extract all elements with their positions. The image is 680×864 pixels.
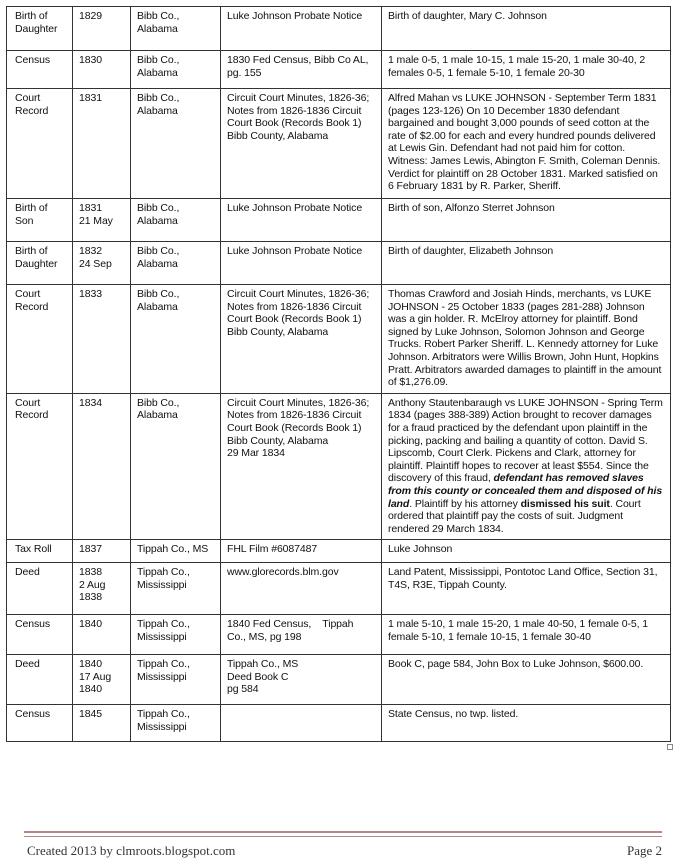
details-cell: 1 male 0-5, 1 male 10-15, 1 male 15-20, 1 male 30-40, 2 females 0-5, 1 female 5-10, 1 female 20-30 xyxy=(382,51,671,89)
details-cell: Alfred Mahan vs LUKE JOHNSON - September Term 1831 (pages 123-126) On 10 December 1830 defendant bargained and bought 3,000 pounds of seed cotton at the rate of $2.00 for each and every hundred pounds delivered at Lewis Gin. Defendant had not paid him for cotton. Witness: James Lewis, Abington F. Smith, Coleman Dennis. Verdict for plaintiff on 28 October 1831. Marked satisfied on 6 February 1831 by R. Parker, Sheriff. xyxy=(382,89,671,199)
source-cell: www.glorecords.blm.gov xyxy=(221,563,382,615)
details-cell: Birth of daughter, Elizabeth Johnson xyxy=(382,242,671,285)
footer-credit: Created 2013 by clmroots.blogspot.com xyxy=(27,843,236,858)
table-row xyxy=(7,7,671,51)
place-cell: Bibb Co., Alabama xyxy=(131,199,221,242)
source-cell: 1840 Fed Census, Tippah Co., MS, pg 198 xyxy=(221,615,382,655)
table-row xyxy=(7,199,671,242)
place-cell: Bibb Co., Alabama xyxy=(131,89,221,199)
event-cell: Deed xyxy=(7,655,73,705)
table-row xyxy=(7,563,671,615)
table-row xyxy=(7,705,671,742)
date-cell: 1840 17 Aug 1840 xyxy=(73,655,131,705)
place-cell: Tippah Co., Mississippi xyxy=(131,655,221,705)
details-cell: Anthony Stautenbaraugh vs LUKE JOHNSON - Spring Term 1834 (pages 388-389) Action brought to recover damages for a fraud practiced by the defendant upon plaintiff in the picking, packing and bailing a quantity of cotton. David S. Lipscomb, Court Clerk. Pickens and Clark, attorney for plaintiff. Plaintiff hopes to recover at least $554. Since the discovery of this fraud, defendant has removed slaves from this county or concealed them and disposed of his land. Plaintiff by his attorney dismissed his suit. Court ordered that plaintiff pay the costs of suit. Judgment rendered 29 March 1834. xyxy=(382,393,671,540)
place-cell: Tippah Co., Mississippi xyxy=(131,615,221,655)
date-cell: 1832 24 Sep xyxy=(73,242,131,285)
event-cell: Census xyxy=(7,615,73,655)
date-cell: 1833 xyxy=(73,285,131,394)
source-cell: FHL Film #6087487 xyxy=(221,540,382,563)
date-cell: 1838 2 Aug 1838 xyxy=(73,563,131,615)
date-cell: 1840 xyxy=(73,615,131,655)
source-cell: Circuit Court Minutes, 1826-36; Notes from 1826-1836 Circuit Court Book (Records Book 1) Bibb County, Alabama 29 Mar 1834 xyxy=(221,393,382,540)
details-cell: 1 male 5-10, 1 male 15-20, 1 male 40-50, 1 female 0-5, 1 female 5-10, 1 female 10-15, 1 female 30-40 xyxy=(382,615,671,655)
bold-text: dismissed his suit xyxy=(520,497,610,510)
event-cell: Birth of Daughter xyxy=(7,242,73,285)
table-row xyxy=(7,242,671,285)
table-row xyxy=(7,51,671,89)
footer-rule xyxy=(24,831,662,833)
place-cell: Bibb Co., Alabama xyxy=(131,285,221,394)
event-cell: Birth of Son xyxy=(7,199,73,242)
event-cell: Tax Roll xyxy=(7,540,73,563)
details-cell: Birth of son, Alfonzo Sterret Johnson xyxy=(382,199,671,242)
details-cell: Book C, page 584, John Box to Luke Johnson, $600.00. xyxy=(382,655,671,705)
event-cell: Birth of Daughter xyxy=(7,7,73,51)
event-cell: Deed xyxy=(7,563,73,615)
source-cell: Luke Johnson Probate Notice xyxy=(221,242,382,285)
table-row xyxy=(7,655,671,705)
table-row xyxy=(7,540,671,563)
details-cell: Land Patent, Mississippi, Pontotoc Land Office, Section 31, T4S, R3E, Tippah County. xyxy=(382,563,671,615)
table-resize-handle xyxy=(667,744,673,750)
source-cell: Luke Johnson Probate Notice xyxy=(221,199,382,242)
event-cell: Court Record xyxy=(7,285,73,394)
place-cell: Bibb Co., Alabama xyxy=(131,7,221,51)
details-cell: State Census, no twp. listed. xyxy=(382,705,671,742)
place-cell: Bibb Co., Alabama xyxy=(131,242,221,285)
details-cell: Luke Johnson xyxy=(382,540,671,563)
source-cell: Tippah Co., MS Deed Book C pg 584 xyxy=(221,655,382,705)
page-number: Page 2 xyxy=(626,843,662,858)
place-cell: Tippah Co., Mississippi xyxy=(131,563,221,615)
date-cell: 1829 xyxy=(73,7,131,51)
place-cell: Bibb Co., Alabama xyxy=(131,51,221,89)
date-cell: 1837 xyxy=(73,540,131,563)
place-cell: Tippah Co., MS xyxy=(131,540,221,563)
source-cell xyxy=(221,705,382,742)
date-cell: 1845 xyxy=(73,705,131,742)
date-cell: 1830 xyxy=(73,51,131,89)
source-cell: Circuit Court Minutes, 1826-36; Notes from 1826-1836 Circuit Court Book (Records Book 1) Bibb County, Alabama xyxy=(221,89,382,199)
event-cell: Court Record xyxy=(7,89,73,199)
records-table xyxy=(6,6,671,742)
table-row xyxy=(7,393,671,540)
place-cell: Bibb Co., Alabama xyxy=(131,393,221,540)
source-cell: Luke Johnson Probate Notice xyxy=(221,7,382,51)
table-row xyxy=(7,285,671,394)
event-cell: Census xyxy=(7,705,73,742)
place-cell: Tippah Co., Mississippi xyxy=(131,705,221,742)
date-cell: 1834 xyxy=(73,393,131,540)
emphasized-text: defendant has removed slaves from this county or concealed them and disposed of his land xyxy=(388,472,663,510)
event-cell: Court Record xyxy=(7,393,73,540)
event-cell: Census xyxy=(7,51,73,89)
table-row xyxy=(7,89,671,199)
date-cell: 1831 21 May xyxy=(73,199,131,242)
details-cell: Thomas Crawford and Josiah Hinds, merchants, vs LUKE JOHNSON - 25 October 1833 (pages 281-288) Johnson was a gin holder. R. McElroy attorney for plaintiff. Bond signed by Luke Johnson, Solomon Johnson and George Trucks. Robert Parker Sheriff. L. Kennedy attorney for Luke Johnson. Arbitrators were Willis Brown, John Hunt, Hopkins Pratt. Arbitrators awarded damages to plaintiff in the amount of $1,276.09. xyxy=(382,285,671,394)
footer-rule-thin xyxy=(24,836,662,837)
date-cell: 1831 xyxy=(73,89,131,199)
table-row xyxy=(7,615,671,655)
details-cell: Birth of daughter, Mary C. Johnson xyxy=(382,7,671,51)
source-cell: Circuit Court Minutes, 1826-36; Notes from 1826-1836 Circuit Court Book (Records Book 1) Bibb County, Alabama xyxy=(221,285,382,394)
source-cell: 1830 Fed Census, Bibb Co AL, pg. 155 xyxy=(221,51,382,89)
